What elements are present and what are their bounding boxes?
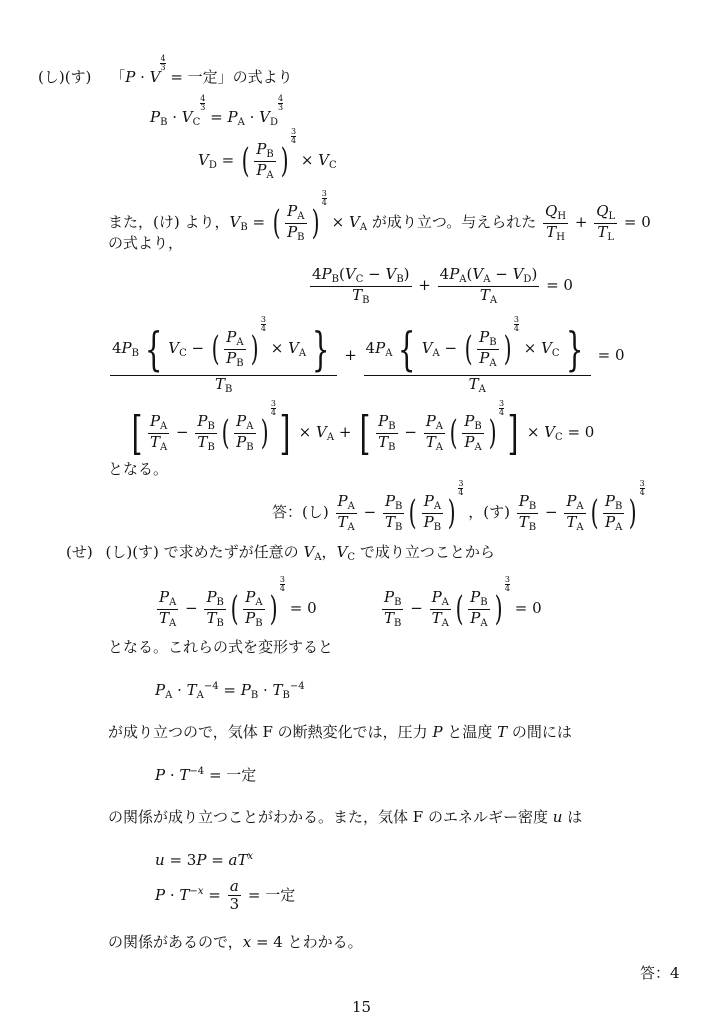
eq-cond-1: $\frac{P_A}{T_A}$ − $\frac{P_B}{T_B}$ ( $\frac{P_A}{P_B}$ ) $\frac{3}{4}$ = 0 <box>159 575 317 629</box>
text-open: 「 <box>110 68 126 86</box>
line-se: (せ) (し)(す) で求めたずが任意の $V_A$，$V_C$ で成り立つことから <box>66 543 495 563</box>
eq-ptx: $P \cdot T^{-x}$ = $\frac{a}{3}$ = 一定 <box>155 877 296 914</box>
answer-su-label: ，(す) <box>468 503 510 521</box>
eq-zero-2: = 0 <box>597 345 625 364</box>
line-conj-2: の式より， <box>108 234 184 252</box>
answer-shisu: 答：(し) $\frac{P_A}{T_A}$ − $\frac{P_B}{T_B}$ ( $\frac{P_A}{P_B}$ ) $\frac{3}{4}$ ，(す) $\frac{P_B}{T_B}$ − $\frac{P_A}{T_A}$ ( $\frac{P_B}{P_A}$ ) $\frac{3}{4}$ <box>272 479 645 533</box>
line-conj: また，(け) より，$V_B$ = ( $\frac{P_A}{P_B}$ ) $\frac{3}{4}$ × $V_A$ が成り立つ。与えられた $\frac{Q_H}{T_H}$ + $\frac{Q_L}{T_L}$ = 0 <box>108 189 651 243</box>
final-answer: 答：4 <box>640 964 680 982</box>
text-p3-end: とわかる。 <box>287 933 363 951</box>
page-number: 15 <box>352 998 372 1016</box>
line-p3: の関係があるので，x = 4 とわかる。 <box>108 933 363 951</box>
line-intro: (し)(す) 「P · V $\frac{4}{3}$ = 一定」の式より <box>38 54 293 86</box>
text-se-tail: で成り立つことから <box>359 543 495 561</box>
eq-zero-1: = 0 <box>546 276 573 294</box>
text-p1-mid: と温度 <box>447 723 493 741</box>
label-se: (せ) <box>66 543 93 561</box>
text-p3-mid: = 4 <box>255 933 283 951</box>
eq-cond-2: $\frac{P_B}{T_B}$ − $\frac{P_A}{T_A}$ ( $\frac{P_B}{P_A}$ ) $\frac{3}{4}$ = 0 <box>384 575 542 629</box>
eq-pt: $P \cdot T^{-4}$ = 一定 <box>155 766 257 784</box>
text-tonaru-2: となる。これらの式を変形すると <box>108 638 334 656</box>
text-se: (し)(す) で求めたずが任意の <box>105 543 299 561</box>
eq-const-1: = 一定 <box>208 766 257 784</box>
eq-vd: $V_D$ = ( $\frac{P_B}{P_A}$ ) $\frac{3}{4}$ × $V_C$ <box>198 127 337 181</box>
text-p1: が成り立つので，気体 F の断熱変化では，圧力 <box>108 723 428 741</box>
text-p1-end: の間には <box>511 723 572 741</box>
eq-sum-2: $4P_B$ { $V_C$ − ( $\frac{P_A}{P_B}$ ) $\frac{3}{4}$ × $V_A$ } $T_B$ + $4P_A$ { $V_A$ − ( $\frac{P_B}{P_A}$ ) $\frac{3}{4}$ × $V_C$ } $T_A$ = 0 <box>112 315 625 395</box>
eq-zero-3: = 0 <box>567 423 595 441</box>
eq-const-2: = 一定 <box>247 885 296 904</box>
eq-sum-1: $\frac{4P_B(V_C - V_B)}{T_B}$ + $\frac{4P_A(V_A - V_D)}{T_A}$ = 0 <box>312 265 573 306</box>
text-conj-tail: が成り立つ。与えられた <box>371 213 537 231</box>
text-conj: また，(け) より， <box>108 213 230 231</box>
eq-u: $u = 3P = aT^x$ <box>155 851 254 869</box>
label-shisu: (し)(す) <box>38 68 92 86</box>
text-p2-end: は <box>567 808 583 826</box>
text-tonaru: となる。 <box>108 460 169 478</box>
eq-zero-4: = 0 <box>289 599 317 617</box>
line-p1: が成り立つので，気体 F の断熱変化では，圧力 P と温度 T の間には <box>108 723 572 741</box>
eq-adiabatic-1: $P_B \cdot V_C$ $\frac{4}{3}$ = $P_A \cdot V_D$ $\frac{4}{3}$ <box>150 94 284 128</box>
text-constant: = 一定」の式より <box>170 68 293 86</box>
text-p2: の関係が成り立つことがわかる。また，気体 F のエネルギー密度 <box>108 808 548 826</box>
text-p3: の関係があるので， <box>108 933 243 951</box>
line-p2: の関係が成り立つことがわかる。また，気体 F のエネルギー密度 u は <box>108 808 583 826</box>
eq-bracket: [ $\frac{P_A}{T_A}$ − $\frac{P_B}{T_B}$ ( $\frac{P_A}{P_B}$ ) $\frac{3}{4}$ ] × $V_A$ + [ $\frac{P_B}{T_B}$ − $\frac{P_A}{T_A}$ ( $\frac{P_B}{P_A}$ ) $\frac{3}{4}$ ] × $V_C = 0$ <box>131 399 595 460</box>
eq-transform: $P_A \cdot T_A^{-4} = P_B \cdot T_B^{-4}$ <box>155 681 305 701</box>
text-eq0: = 0 <box>623 213 651 231</box>
eq-zero-5: = 0 <box>514 599 542 617</box>
answer-label: 答：(し) <box>272 503 329 521</box>
